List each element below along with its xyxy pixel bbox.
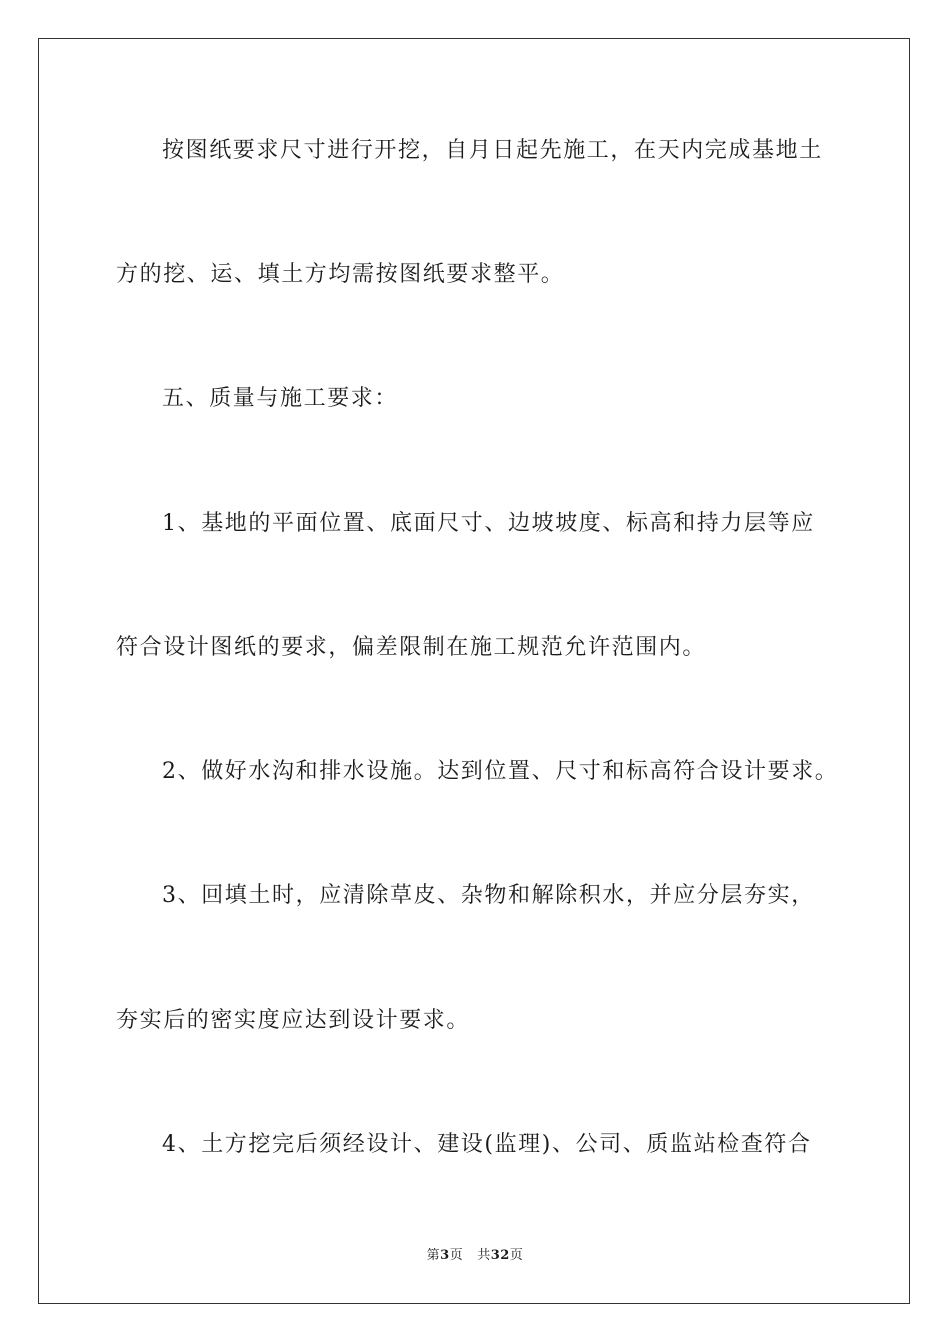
section-heading: 五、质量与施工要求： [162,386,399,411]
page-prefix: 第 [426,1248,441,1263]
total-suffix: 页 [509,1248,524,1263]
page-border [38,38,910,1304]
page-footer [0,1247,950,1265]
paragraph-line: 方的挖、运、填土方均需按图纸要求整平。 [116,262,565,287]
paragraph-line: 符合设计图纸的要求，偏差限制在施工规范允许范围内。 [116,635,707,660]
paragraph-line: 2、做好水沟和排水设施。达到位置、尺寸和标高符合设计要求。 [162,759,839,784]
paragraph-line: 4、土方挖完后须经设计、建设(监理)、公司、质监站检查符合 [162,1132,812,1157]
paragraph-line: 3、回填土时，应清除草皮、杂物和解除积水，并应分层夯实， [162,883,815,908]
total-prefix: 共 [477,1248,491,1263]
paragraph-line: 按图纸要求尺寸进行开挖，自月日起先施工，在天内完成基地土 [162,138,823,163]
page-suffix: 页 [449,1248,464,1263]
page-number: 3 [440,1248,450,1263]
total-pages: 32 [490,1248,510,1263]
paragraph-line: 1、基地的平面位置、底面尺寸、边坡坡度、标高和持力层等应 [162,511,815,536]
paragraph-line: 夯实后的密实度应达到设计要求。 [116,1008,471,1033]
